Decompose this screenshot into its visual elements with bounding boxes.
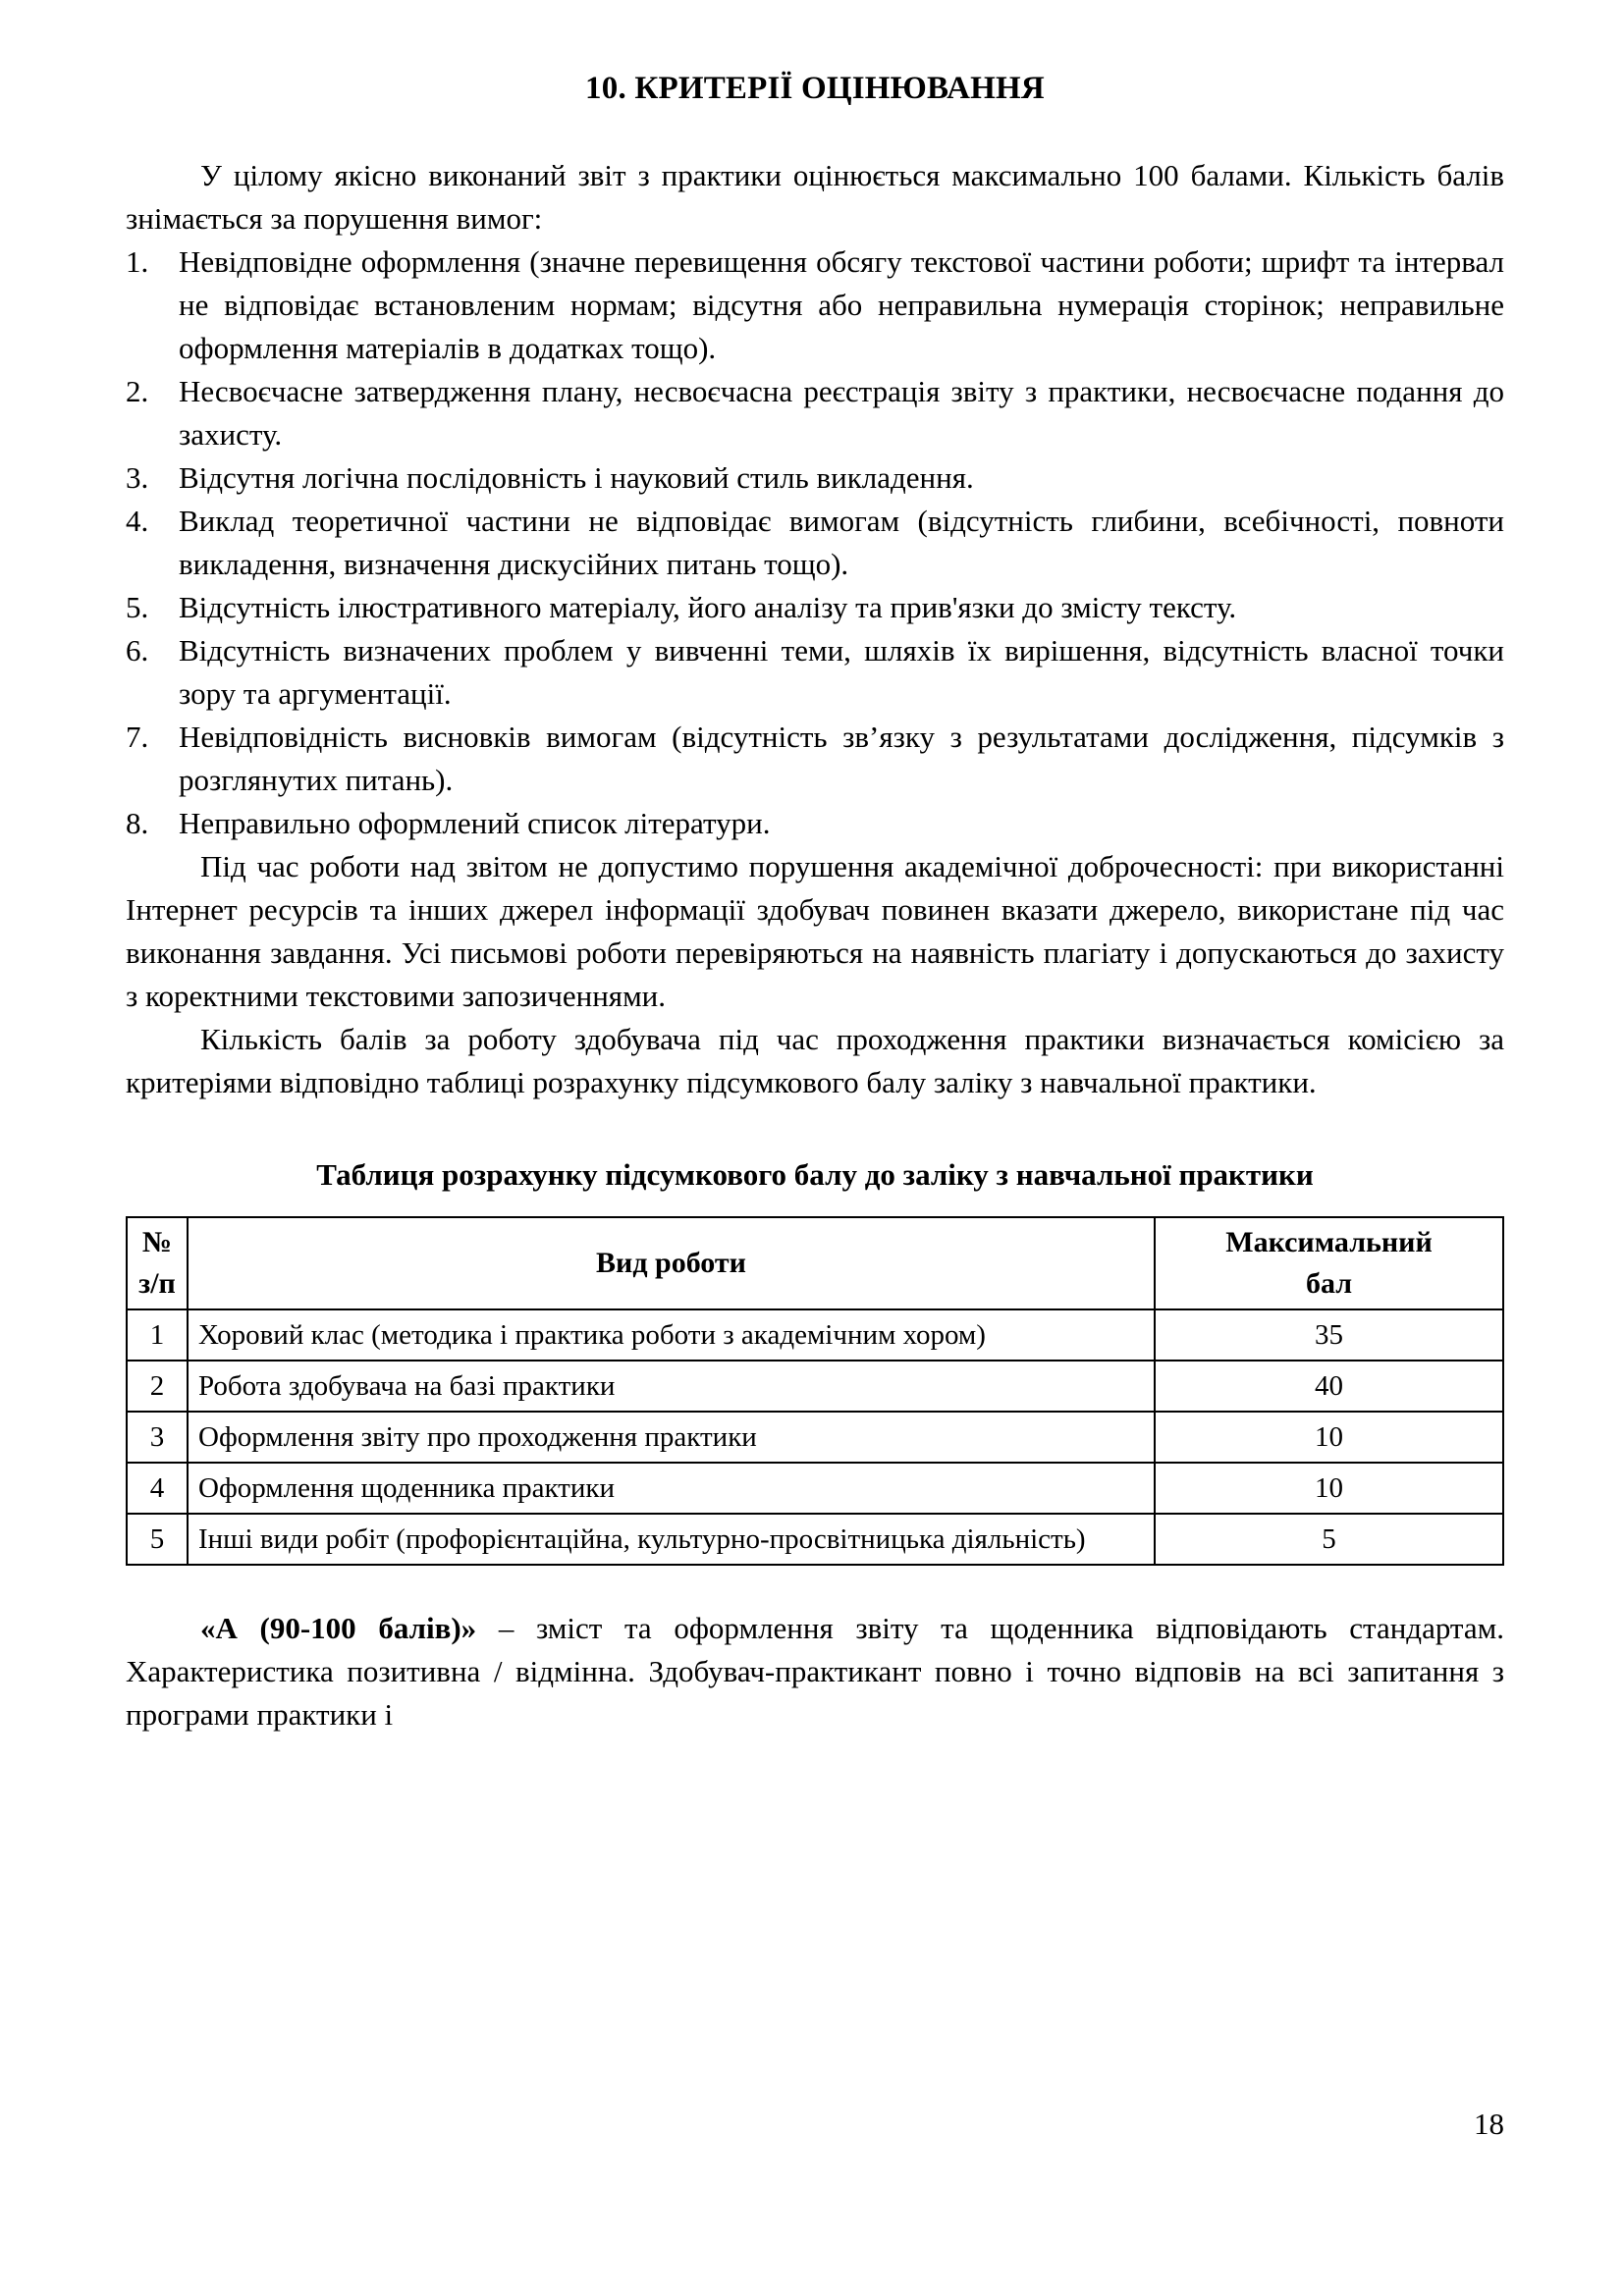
criteria-list [126, 240, 1504, 845]
page-content [126, 0, 1504, 1736]
column-header-score [1155, 1217, 1503, 1309]
cell-work: Робота здобувача на базі практики [188, 1361, 1155, 1412]
column-header-score-line2: бал [1305, 1267, 1353, 1300]
cell-work: Оформлення щоденника практики [188, 1463, 1155, 1514]
cell-score: 10 [1155, 1412, 1503, 1463]
list-item-number: 6. [126, 633, 149, 667]
cell-number: 1 [127, 1309, 188, 1361]
page-number: 18 [1474, 2107, 1504, 2141]
column-header-number [127, 1217, 188, 1309]
list-item-number: 2. [126, 374, 149, 408]
list-item [126, 629, 1504, 716]
score-paragraph: Кількість балів за роботу здобувача під час проходження практики визначається комісією за критеріями відповідно таблиці розрахунку підсумкового балу заліку з навчальної практики. [126, 1022, 1504, 1099]
cell-number: 5 [127, 1514, 188, 1565]
cell-number: 3 [127, 1412, 188, 1463]
list-item-text: Неправильно оформлений список літератури. [179, 806, 771, 840]
cell-work: Оформлення звіту про проходження практики [188, 1412, 1155, 1463]
list-item-text: Виклад теоретичної частини не відповідає вимогам (відсутність глибини, всебічності, повноти викладення, визначення дискусійних питань тощо). [179, 504, 1504, 581]
list-item [126, 500, 1504, 586]
cell-score: 35 [1155, 1309, 1503, 1361]
list-item-text: Відсутня логічна послідовність і науковий стиль викладення. [179, 460, 974, 495]
list-item-text: Несвоєчасне затвердження плану, несвоєчасна реєстрація звіту з практики, несвоєчасне подання до захисту. [179, 374, 1504, 452]
list-item-text: Невідповідне оформлення (значне перевищення обсягу текстової частини роботи; шрифт та інтервал не відповідає встановленим нормам; відсутня або неправильна нумерація сторінок; неправильне оформлення матеріалів в додатках тощо). [179, 244, 1504, 365]
list-item-text: Невідповідність висновків вимогам (відсутність зв’язку з результатами дослідження, підсумків з розглянутих питань). [179, 720, 1504, 797]
list-item-number: 4. [126, 504, 149, 538]
list-item-number: 8. [126, 806, 149, 840]
grade-description: – зміст та оформлення звіту та щоденника відповідають стандартам. Характеристика позитивна / відмінна. Здобувач-практикант повно і точно відповів на всі запитання з програми практики і [126, 1611, 1504, 1732]
cell-work: Інші види робіт (профорієнтаційна, культурно-просвітницька діяльність) [188, 1514, 1155, 1565]
list-item [126, 456, 1504, 500]
cell-score: 10 [1155, 1463, 1503, 1514]
cell-number: 4 [127, 1463, 188, 1514]
table-row [127, 1361, 1503, 1412]
list-item-number: 5. [126, 590, 149, 624]
list-item [126, 240, 1504, 370]
list-item-text: Відсутність визначених проблем у вивченні теми, шляхів їх вирішення, відсутність власної точки зору та аргументації. [179, 633, 1504, 711]
list-item [126, 370, 1504, 456]
table-row [127, 1463, 1503, 1514]
list-item [126, 802, 1504, 845]
page-title: 10. КРИТЕРІЇ ОЦІНЮВАННЯ [585, 71, 1045, 106]
table-row [127, 1412, 1503, 1463]
column-header-number-line1: № [141, 1226, 173, 1258]
table-header-row [127, 1217, 1503, 1309]
cell-score: 40 [1155, 1361, 1503, 1412]
integrity-paragraph: Під час роботи над звітом не допустимо порушення академічної доброчесності: при використанні Інтернет ресурсів та інших джерел інформації здобувач повинен вказати джерело, використане під час виконання завдання. Усі письмові роботи перевіряються на наявність плагіату і допускаються до захисту з коректними текстовими запозиченнями. [126, 849, 1504, 1013]
table-caption: Таблиця розрахунку підсумкового балу до заліку з навчальної практики [316, 1157, 1314, 1192]
cell-work: Хоровий клас (методика і практика роботи з академічним хором) [188, 1309, 1155, 1361]
cell-number: 2 [127, 1361, 188, 1412]
closing-paragraph [126, 1566, 1504, 1736]
column-header-number-line2: з/п [138, 1267, 176, 1300]
list-item-text: Відсутність ілюстративного матеріалу, його аналізу та прив'язки до змісту тексту. [179, 590, 1237, 624]
table-row [127, 1514, 1503, 1565]
cell-score: 5 [1155, 1514, 1503, 1565]
list-item-number: 3. [126, 460, 149, 495]
score-table [126, 1216, 1504, 1566]
list-item-number: 1. [126, 244, 149, 279]
column-header-work: Вид роботи [188, 1217, 1155, 1309]
list-item-number: 7. [126, 720, 149, 754]
list-item [126, 716, 1504, 802]
column-header-score-line1: Максимальний [1225, 1226, 1433, 1258]
intro-paragraph: У цілому якісно виконаний звіт з практики оцінюється максимально 100 балами. Кількість балів знімається за порушення вимог: [126, 158, 1504, 236]
table-header [127, 1217, 1503, 1309]
table-body [127, 1309, 1503, 1565]
table-row [127, 1309, 1503, 1361]
list-item [126, 586, 1504, 629]
grade-label: «А (90-100 балів)» [200, 1611, 477, 1645]
